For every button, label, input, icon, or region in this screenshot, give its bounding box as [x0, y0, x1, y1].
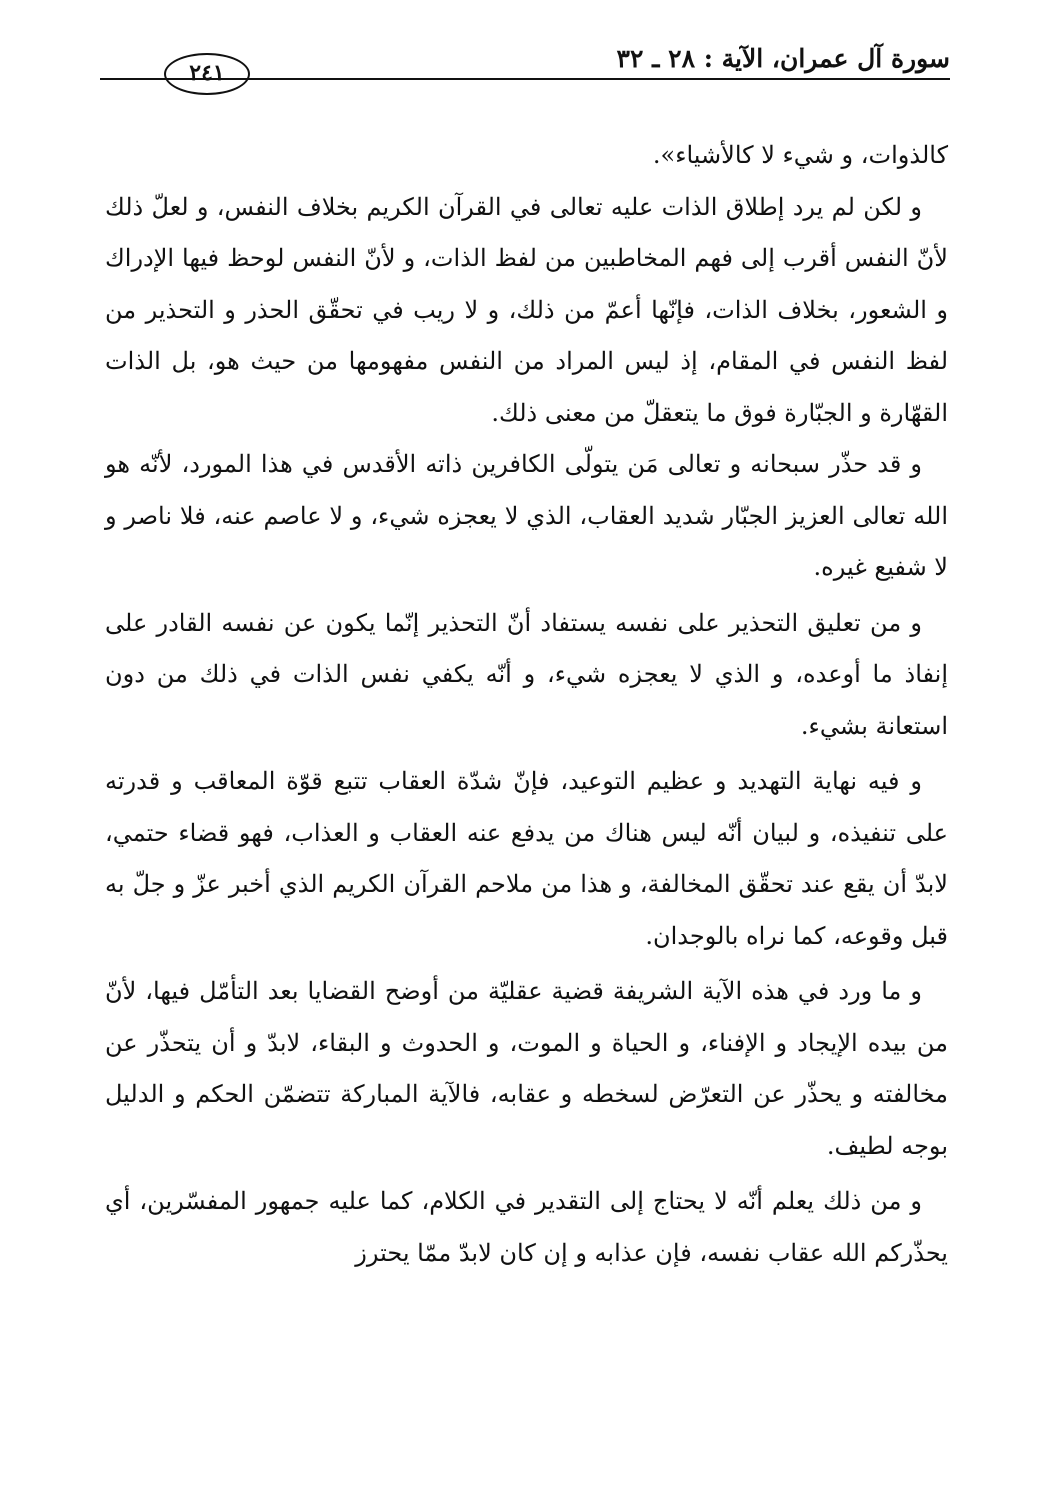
paragraph-6: و ما ورد في هذه الآية الشريفة قضية عقليّة من أوضح القضايا بعد التأمّل فيها، لأنّ من بيده الإيجاد و الإفناء، و الحياة و الموت، و الحدوث و البقاء، لابدّ و أن يتحذّر عن مخالفته و يحذّر عن التعرّض لسخطه و عقابه، فالآية المباركة تتضمّن الحكم و الدليل بوجه لطيف.: [105, 977, 948, 1160]
paragraph-4: و من تعليق التحذير على نفسه يستفاد أنّ التحذير إنّما يكون عن نفسه القادر على إنفاذ ما أوعده، و الذي لا يعجزه شيء، و أنّه يكفي نفس الذات في ذلك من دون استعانة بشيء.: [105, 608, 948, 740]
paragraph-7: و من ذلك يعلم أنّه لا يحتاج إلى التقدير في الكلام، كما عليه جمهور المفسّرين، أي يحذّركم الله عقاب نفسه، فإن عذابه و إن كان لابدّ ممّا يحترز: [105, 1187, 948, 1267]
page-number-badge: ٢٤١: [164, 53, 250, 95]
paragraph-1: كالذوات، و شيء لا كالأشياء».: [652, 141, 948, 169]
paragraph-2: و لكن لم يرد إطلاق الذات عليه تعالى في القرآن الكريم بخلاف النفس، و لعلّ ذلك لأنّ النفس أقرب إلى فهم المخاطبين من لفظ الذات، و لأنّ النفس لوحظ فيها الإدراك و الشعور، بخلاف الذات، فإنّها أعمّ من ذلك، و لا ريب في تحقّق الحذر و التحذير من لفظ النفس في المقام، إذ ليس المراد من النفس مفهومها من حيث هو، بل الذات القهّارة و الجبّارة فوق ما يتعقلّ من معنى ذلك.: [105, 192, 948, 427]
running-head-title: سورة آل عمران، الآية : ٢٨ ـ ٣٢: [616, 44, 950, 73]
paragraph-3: و قد حذّر سبحانه و تعالى مَن يتولّى الكافرين ذاته الأقدس في هذا المورد، لأنّه هو الله تعالى العزيز الجبّار شديد العقاب، الذي لا يعجزه شيء، و لا عاصم عنه، فلا ناصر و لا شفيع غيره.: [105, 450, 948, 581]
header-divider: [100, 78, 950, 80]
body-text: [105, 130, 948, 1279]
paragraph-5: و فيه نهاية التهديد و عظيم التوعيد، فإنّ شدّة العقاب تتبع قوّة المعاقب و قدرته على تنفيذه، و لبيان أنّه ليس هناك من يدفع عنه العقاب و العذاب، فهو قضاء حتمي، لابدّ أن يقع عند تحقّق المخالفة، و هذا من ملاحم القرآن الكريم الذي أخبر عزّ و جلّ به قبل وقوعه، كما نراه بالوجدان.: [105, 767, 948, 950]
